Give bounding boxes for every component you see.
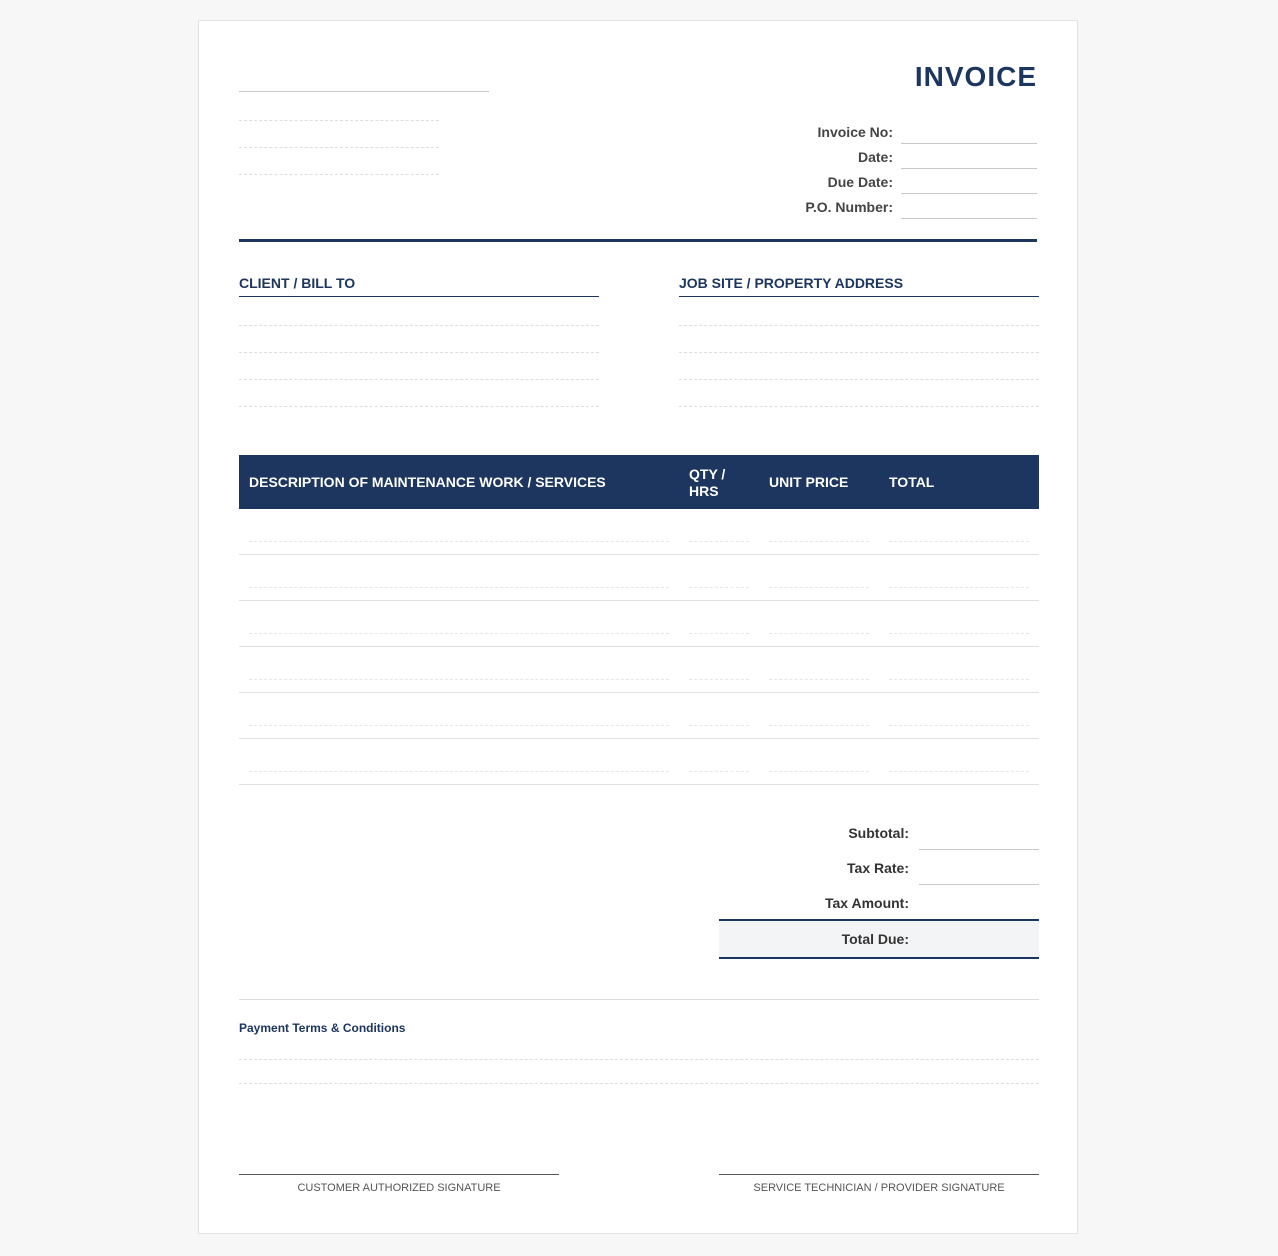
date-row: [733, 144, 1037, 169]
company-address-line-1[interactable]: [239, 120, 439, 121]
total-cell[interactable]: [889, 725, 1029, 726]
subtotal-field[interactable]: [919, 849, 1039, 850]
total-cell[interactable]: [889, 771, 1029, 772]
due-date-field[interactable]: [901, 171, 1037, 194]
total-column-header: TOTAL: [889, 474, 935, 490]
row-divider: [239, 784, 1039, 785]
provider-signature-line[interactable]: [719, 1174, 1039, 1175]
tax-amount-label: Tax Amount:: [825, 895, 909, 911]
unit-price-cell[interactable]: [769, 771, 869, 772]
company-address-line-3[interactable]: [239, 174, 439, 175]
invoice-number-field[interactable]: [901, 121, 1037, 144]
qty-cell[interactable]: [689, 725, 749, 726]
qty-header-line-1: QTY /: [689, 466, 726, 482]
total-cell[interactable]: [889, 541, 1029, 542]
qty-cell[interactable]: [689, 771, 749, 772]
description-cell[interactable]: [249, 633, 669, 634]
total-cell[interactable]: [889, 679, 1029, 680]
po-number-label: P.O. Number:: [805, 199, 893, 215]
qty-column-header: [689, 466, 725, 500]
description-cell[interactable]: [249, 679, 669, 680]
row-divider: [239, 646, 1039, 647]
due-date-row: [733, 169, 1037, 194]
client-section-heading: CLIENT / BILL TO: [239, 275, 599, 297]
row-divider: [239, 554, 1039, 555]
row-divider: [239, 600, 1039, 601]
terms-line-1[interactable]: [239, 1059, 1039, 1060]
invoice-title: INVOICE: [914, 61, 1037, 92]
row-divider: [239, 692, 1039, 693]
terms-divider: [239, 999, 1039, 1000]
client-line-4[interactable]: [239, 406, 599, 407]
description-cell[interactable]: [249, 541, 669, 542]
job-site-section-heading: JOB SITE / PROPERTY ADDRESS: [679, 275, 1039, 297]
row-divider: [239, 738, 1039, 739]
invoice-page: [198, 20, 1078, 1234]
client-line-3[interactable]: [239, 379, 599, 380]
services-table-header: [239, 455, 1039, 509]
qty-header-line-2: HRS: [689, 483, 719, 499]
terms-line-2[interactable]: [239, 1083, 1039, 1084]
unit-price-column-header: UNIT PRICE: [769, 474, 849, 490]
unit-price-cell[interactable]: [769, 633, 869, 634]
qty-cell[interactable]: [689, 541, 749, 542]
customer-signature-label: CUSTOMER AUTHORIZED SIGNATURE: [297, 1182, 501, 1194]
payment-terms-heading: Payment Terms & Conditions: [239, 1021, 406, 1035]
tax-rate-label: Tax Rate:: [847, 860, 909, 876]
unit-price-cell[interactable]: [769, 679, 869, 680]
date-field[interactable]: [901, 146, 1037, 169]
qty-cell[interactable]: [689, 633, 749, 634]
job-site-line-1[interactable]: [679, 325, 1039, 326]
client-line-1[interactable]: [239, 325, 599, 326]
client-line-2[interactable]: [239, 352, 599, 353]
description-cell[interactable]: [249, 771, 669, 772]
tax-rate-field[interactable]: [919, 884, 1039, 885]
description-cell[interactable]: [249, 587, 669, 588]
customer-signature-line[interactable]: [239, 1174, 559, 1175]
company-name-line[interactable]: [239, 91, 489, 92]
qty-cell[interactable]: [689, 679, 749, 680]
date-label: Date:: [857, 149, 893, 165]
total-cell[interactable]: [889, 633, 1029, 634]
invoice-number-label: Invoice No:: [817, 124, 893, 140]
job-site-line-2[interactable]: [679, 352, 1039, 353]
subtotal-label: Subtotal:: [848, 825, 909, 841]
po-number-field[interactable]: [901, 196, 1037, 219]
po-number-row: [733, 194, 1037, 219]
job-site-line-4[interactable]: [679, 406, 1039, 407]
invoice-number-row: [733, 119, 1037, 144]
job-site-line-3[interactable]: [679, 379, 1039, 380]
total-due-label: Total Due:: [841, 931, 909, 947]
description-cell[interactable]: [249, 725, 669, 726]
header-divider: [239, 239, 1037, 242]
due-date-label: Due Date:: [827, 174, 893, 190]
unit-price-cell[interactable]: [769, 587, 869, 588]
description-column-header: DESCRIPTION OF MAINTENANCE WORK / SERVICES: [249, 474, 606, 490]
total-due-box: [719, 919, 1039, 959]
total-cell[interactable]: [889, 587, 1029, 588]
provider-signature-label: SERVICE TECHNICIAN / PROVIDER SIGNATURE: [753, 1182, 1005, 1194]
qty-cell[interactable]: [689, 587, 749, 588]
unit-price-cell[interactable]: [769, 725, 869, 726]
company-address-line-2[interactable]: [239, 147, 439, 148]
unit-price-cell[interactable]: [769, 541, 869, 542]
